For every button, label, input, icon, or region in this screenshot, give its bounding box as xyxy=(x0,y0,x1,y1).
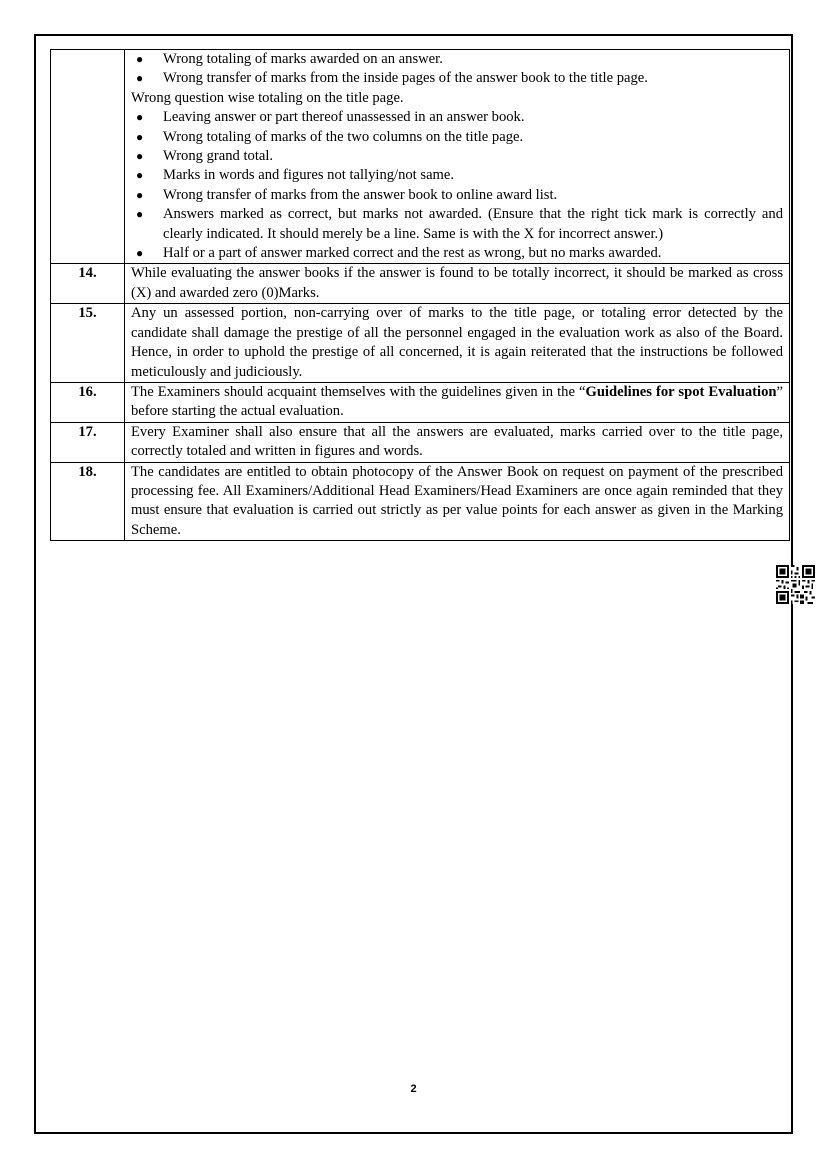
item-text: Every Examiner shall also ensure that all the answers are evaluated, marks carried over to the title page, correctly totaled and written in figures and words. xyxy=(125,422,790,462)
table-row-15 xyxy=(51,304,790,383)
item-text: The candidates are entitled to obtain photocopy of the Answer Book on request on payment of the prescribed processing fee. All Examiners/Additional Head Examiners/Head Examiners are once again reminded that they must ensure that evaluation is carried out strictly as per value points for each answer as given in the Marking Scheme. xyxy=(125,462,790,541)
item-number: 16. xyxy=(51,382,125,422)
list-item: ● Marks in words and figures not tallying/not same. xyxy=(131,166,783,185)
guidelines-table xyxy=(50,49,790,541)
list-item: ● Wrong transfer of marks from the inside pages of the answer book to the title page. xyxy=(131,69,783,88)
bullet-icon: ● xyxy=(136,71,144,86)
item-text: The Examiners should acquaint themselves with the guidelines given in the “Guidelines for spot Evaluation” before starting the actual evaluation. xyxy=(125,382,790,422)
item-number-empty xyxy=(51,50,125,264)
bullet-icon: ● xyxy=(136,129,144,144)
list-item: ● Wrong totaling of marks of the two columns on the title page. xyxy=(131,128,783,147)
list-item: ● Leaving answer or part thereof unassessed in an answer book. xyxy=(131,108,783,127)
bullet-icon: ● xyxy=(136,168,144,183)
item-text: Any un assessed portion, non-carrying over of marks to the title page, or totaling error detected by the candidate shall damage the prestige of all the personnel engaged in the evaluation work as also of the Board. Hence, in order to uphold the prestige of all concerned, it is again reiterated that the instructions be followed meticulously and judiciously. xyxy=(125,304,790,383)
table-row-16 xyxy=(51,382,790,422)
item-number: 14. xyxy=(51,264,125,304)
bullet-list-b xyxy=(131,108,783,263)
bullet-icon: ● xyxy=(136,246,144,261)
qr-code-icon xyxy=(776,565,815,604)
continued-item-body xyxy=(125,50,790,264)
item-number: 15. xyxy=(51,304,125,383)
list-item: ● Wrong transfer of marks from the answer book to online award list. xyxy=(131,186,783,205)
list-item: ● Half or a part of answer marked correct and the rest as wrong, but no marks awarded. xyxy=(131,244,783,263)
item-number: 17. xyxy=(51,422,125,462)
bullet-icon: ● xyxy=(136,187,144,202)
item-text: While evaluating the answer books if the answer is found to be totally incorrect, it should be marked as cross (X) and awarded zero (0)Marks. xyxy=(125,264,790,304)
list-item: ● Answers marked as correct, but marks not awarded. (Ensure that the right tick mark is correctly and clearly indicated. It should merely be a line. Same is with the X for incorrect answer.) xyxy=(136,206,783,242)
bullet-list-a xyxy=(131,50,783,89)
bullet-icon: ● xyxy=(136,52,144,66)
list-item: ● Wrong grand total. xyxy=(131,147,783,166)
bullet-icon: ● xyxy=(136,149,144,164)
page-number: 2 xyxy=(410,1083,417,1095)
item-number: 18. xyxy=(51,462,125,541)
table-row-17 xyxy=(51,422,790,462)
guidelines-title-bold: Guidelines for spot Evaluation xyxy=(585,383,777,400)
bullet-icon: ● xyxy=(136,110,144,125)
table-row-18 xyxy=(51,462,790,541)
table-row-14 xyxy=(51,264,790,304)
list-item: ● Wrong totaling of marks awarded on an answer. xyxy=(131,50,783,69)
bullet-icon: ● xyxy=(136,207,144,222)
plain-line: Wrong question wise totaling on the title page. xyxy=(131,89,404,106)
table-row-continued xyxy=(51,50,790,264)
